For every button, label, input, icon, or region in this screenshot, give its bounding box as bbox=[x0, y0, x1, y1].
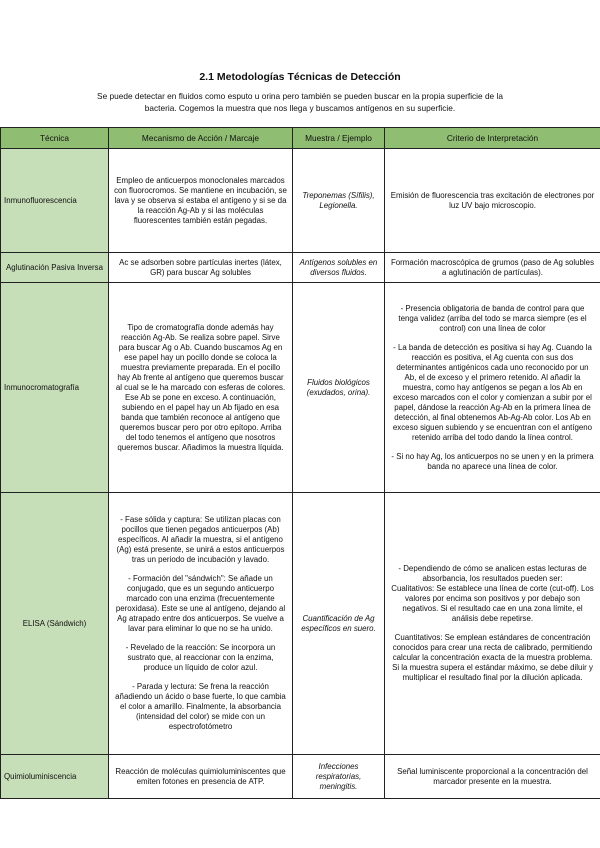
mecanismo-text: - Revelado de la reacción: Se incorpora un sustrato que, al reaccionar con la enzima, produce un líquido de color azul. bbox=[125, 643, 276, 672]
mecanismo-text: - Formación del "sándwich": Se añade un conjugado, que es un segundo anticuerpo marcado con una enzima (frecuentemente peroxidasa). Este se une al antígeno, dejando al Ag atrapado entre dos anticuerpos. Se vuelve a lavar para eliminar lo que no se ha unido. bbox=[115, 574, 286, 633]
table-header-row bbox=[1, 128, 600, 149]
mecanismo-text: Reacción de moléculas quimioluminiscentes que emiten fotones en presencia de ATP. bbox=[115, 766, 286, 786]
criterio-text: Cuantitativos: Se emplean estándares de concentración conocidos para crear una recta de calibrado, permitiendo calcular la concentración exacta de la muestra problema. Si la muestra supera el estándar máximo, se debe diluir y multiplicar el resultado final por la dilución aplicada. bbox=[392, 633, 593, 682]
criterio-text: Emisión de fluorescencia tras excitación de electrones por luz UV bajo microscopio. bbox=[390, 190, 595, 210]
table-row bbox=[1, 253, 600, 283]
criterio-text: - Dependiendo de cómo se analicen estas lecturas de absorbancia, los resultados pueden ser: bbox=[398, 564, 587, 583]
tecnica-cell: Inmunofluorescencia bbox=[1, 149, 109, 253]
header-tecnica: Técnica bbox=[1, 128, 109, 149]
mecanismo-cell bbox=[109, 283, 293, 493]
muestra-cell: Cuantificación de Ag específicos en suero. bbox=[293, 493, 385, 755]
muestra-cell: Infecciones respiratorias, meningitis. bbox=[293, 755, 385, 799]
table-row bbox=[1, 493, 600, 755]
muestra-cell: Fluidos biológicos (exudados, orina). bbox=[293, 283, 385, 493]
tecnica-cell: Aglutinación Pasiva Inversa bbox=[1, 253, 109, 283]
criterio-text: - Si no hay Ag, los anticuerpos no se unen y en la primera banda no aparece una línea de color. bbox=[391, 451, 594, 471]
criterio-text: Señal luminiscente proporcional a la concentración del marcador presente en la muestra. bbox=[397, 766, 588, 786]
criterio-cell bbox=[385, 253, 600, 283]
mecanismo-cell bbox=[109, 149, 293, 253]
table-row bbox=[1, 283, 600, 493]
criterio-text: - Presencia obligatoria de banda de control para que tenga validez (arriba del todo se marca siempre (es el control) con una línea de color bbox=[398, 303, 587, 333]
mecanismo-cell bbox=[109, 253, 293, 283]
criterio-text: Cualitativos: Se establece una línea de corte (cut-off). Los valores por encima son positivos y por debajo son negativos. Si el resultado cae en una zona límite, el análisis debe repetirse. bbox=[391, 584, 594, 623]
mecanismo-text: Empleo de anticuerpos monoclonales marcados con fluorocromos. Se mantiene en incubación, se lava y se observa si estaba el antígeno y si se da la reacción Ag-Ab y si las moléculas fluorescentes también están pegadas. bbox=[114, 175, 287, 225]
criterio-cell bbox=[385, 283, 600, 493]
intro-paragraph: Se puede detectar en fluidos como esputo u orina pero también se pueden buscar en la propia superficie de la bacteria. Cogemos la muestra que nos llega y buscamos antígenos en su superficie. bbox=[97, 91, 503, 113]
criterio-cell bbox=[385, 149, 600, 253]
muestra-cell: Treponemas (Sífilis), Legionella. bbox=[293, 149, 385, 253]
detection-methods-table bbox=[0, 127, 600, 799]
table-row bbox=[1, 755, 600, 799]
mecanismo-cell bbox=[109, 493, 293, 755]
section-title: 2.1 Metodologías Técnicas de Detección bbox=[199, 71, 401, 83]
mecanismo-text: - Parada y lectura: Se frena la reacción añadiendo un ácido o base fuerte, lo que cambia el color a amarillo. Finalmente, la absorbancia (intensidad del color) se mide con un espectrofotómetro bbox=[115, 682, 286, 731]
tecnica-cell: Inmunocromatografía bbox=[1, 283, 109, 493]
mecanismo-text: Tipo de cromatografía donde además hay reacción Ag-Ab. Se realiza sobre papel. Sirve para buscar Ag o Ab. Cuando buscamos Ag en ese papel hay un pocillo donde se coloca la muestra previamente preparada. En el pocillo hay Ab frente al antígeno que queremos buscar al cual se le ha marcado con esferas de colores. Ese Ab se pone en exceso. A continuación, subiendo en el papel hay un Ab fijado en esa banda que también reconoce al antígeno que queremos buscar pero por otro epítopo. Arriba del todo tenemos el antígeno que nosotros queremos buscar. Añadimos la muestra líquida. bbox=[115, 322, 286, 452]
criterio-text: - La banda de detección es positiva si hay Ag. Cuando la reacción es positiva, el Ag cuenta con sus dos determinantes antigénicos cada uno reconocido por un Ab, el de exceso y el primero retenido. Al añadir la muestra, como hay antígenos se pegan a los Ab en exceso marcados con el color y comienzan a subir por el papel, dándose la reacción Ag-Ab en la primera línea de detección, al final obtenemos Ab-Ag-Ab color. Los Ab en exceso siguen subiendo y se encuentran con el antígeno retenido arriba del todo dando la línea control. bbox=[392, 342, 593, 442]
tecnica-cell: Quimioluminiscencia bbox=[1, 755, 109, 799]
criterio-text: Formación macroscópica de grumos (paso de Ag solubles a aglutinación de partículas). bbox=[390, 257, 595, 277]
table-row bbox=[1, 149, 600, 253]
mecanismo-text: Ac se adsorben sobre partículas inertes (látex, GR) para buscar Ag solubles bbox=[119, 257, 282, 277]
header-muestra: Muestra / Ejemplo bbox=[293, 128, 385, 149]
mecanismo-cell bbox=[109, 755, 293, 799]
criterio-cell bbox=[385, 755, 600, 799]
muestra-cell: Antígenos solubles en diversos fluidos. bbox=[293, 253, 385, 283]
header-mecanismo: Mecanismo de Acción / Marcaje bbox=[109, 128, 293, 149]
tecnica-cell: ELISA (Sándwich) bbox=[1, 493, 109, 755]
mecanismo-text: - Fase sólida y captura: Se utilizan placas con pocillos que tienen pegados anticuerpos (Ab) específicos. Al añadir la muestra, si el antígeno (Ag) está presente, se unirá a estos anticuerpos tras un periodo de incubación y lavado. bbox=[116, 515, 285, 564]
criterio-cell bbox=[385, 493, 600, 755]
header-criterio: Criterio de Interpretación bbox=[385, 128, 600, 149]
